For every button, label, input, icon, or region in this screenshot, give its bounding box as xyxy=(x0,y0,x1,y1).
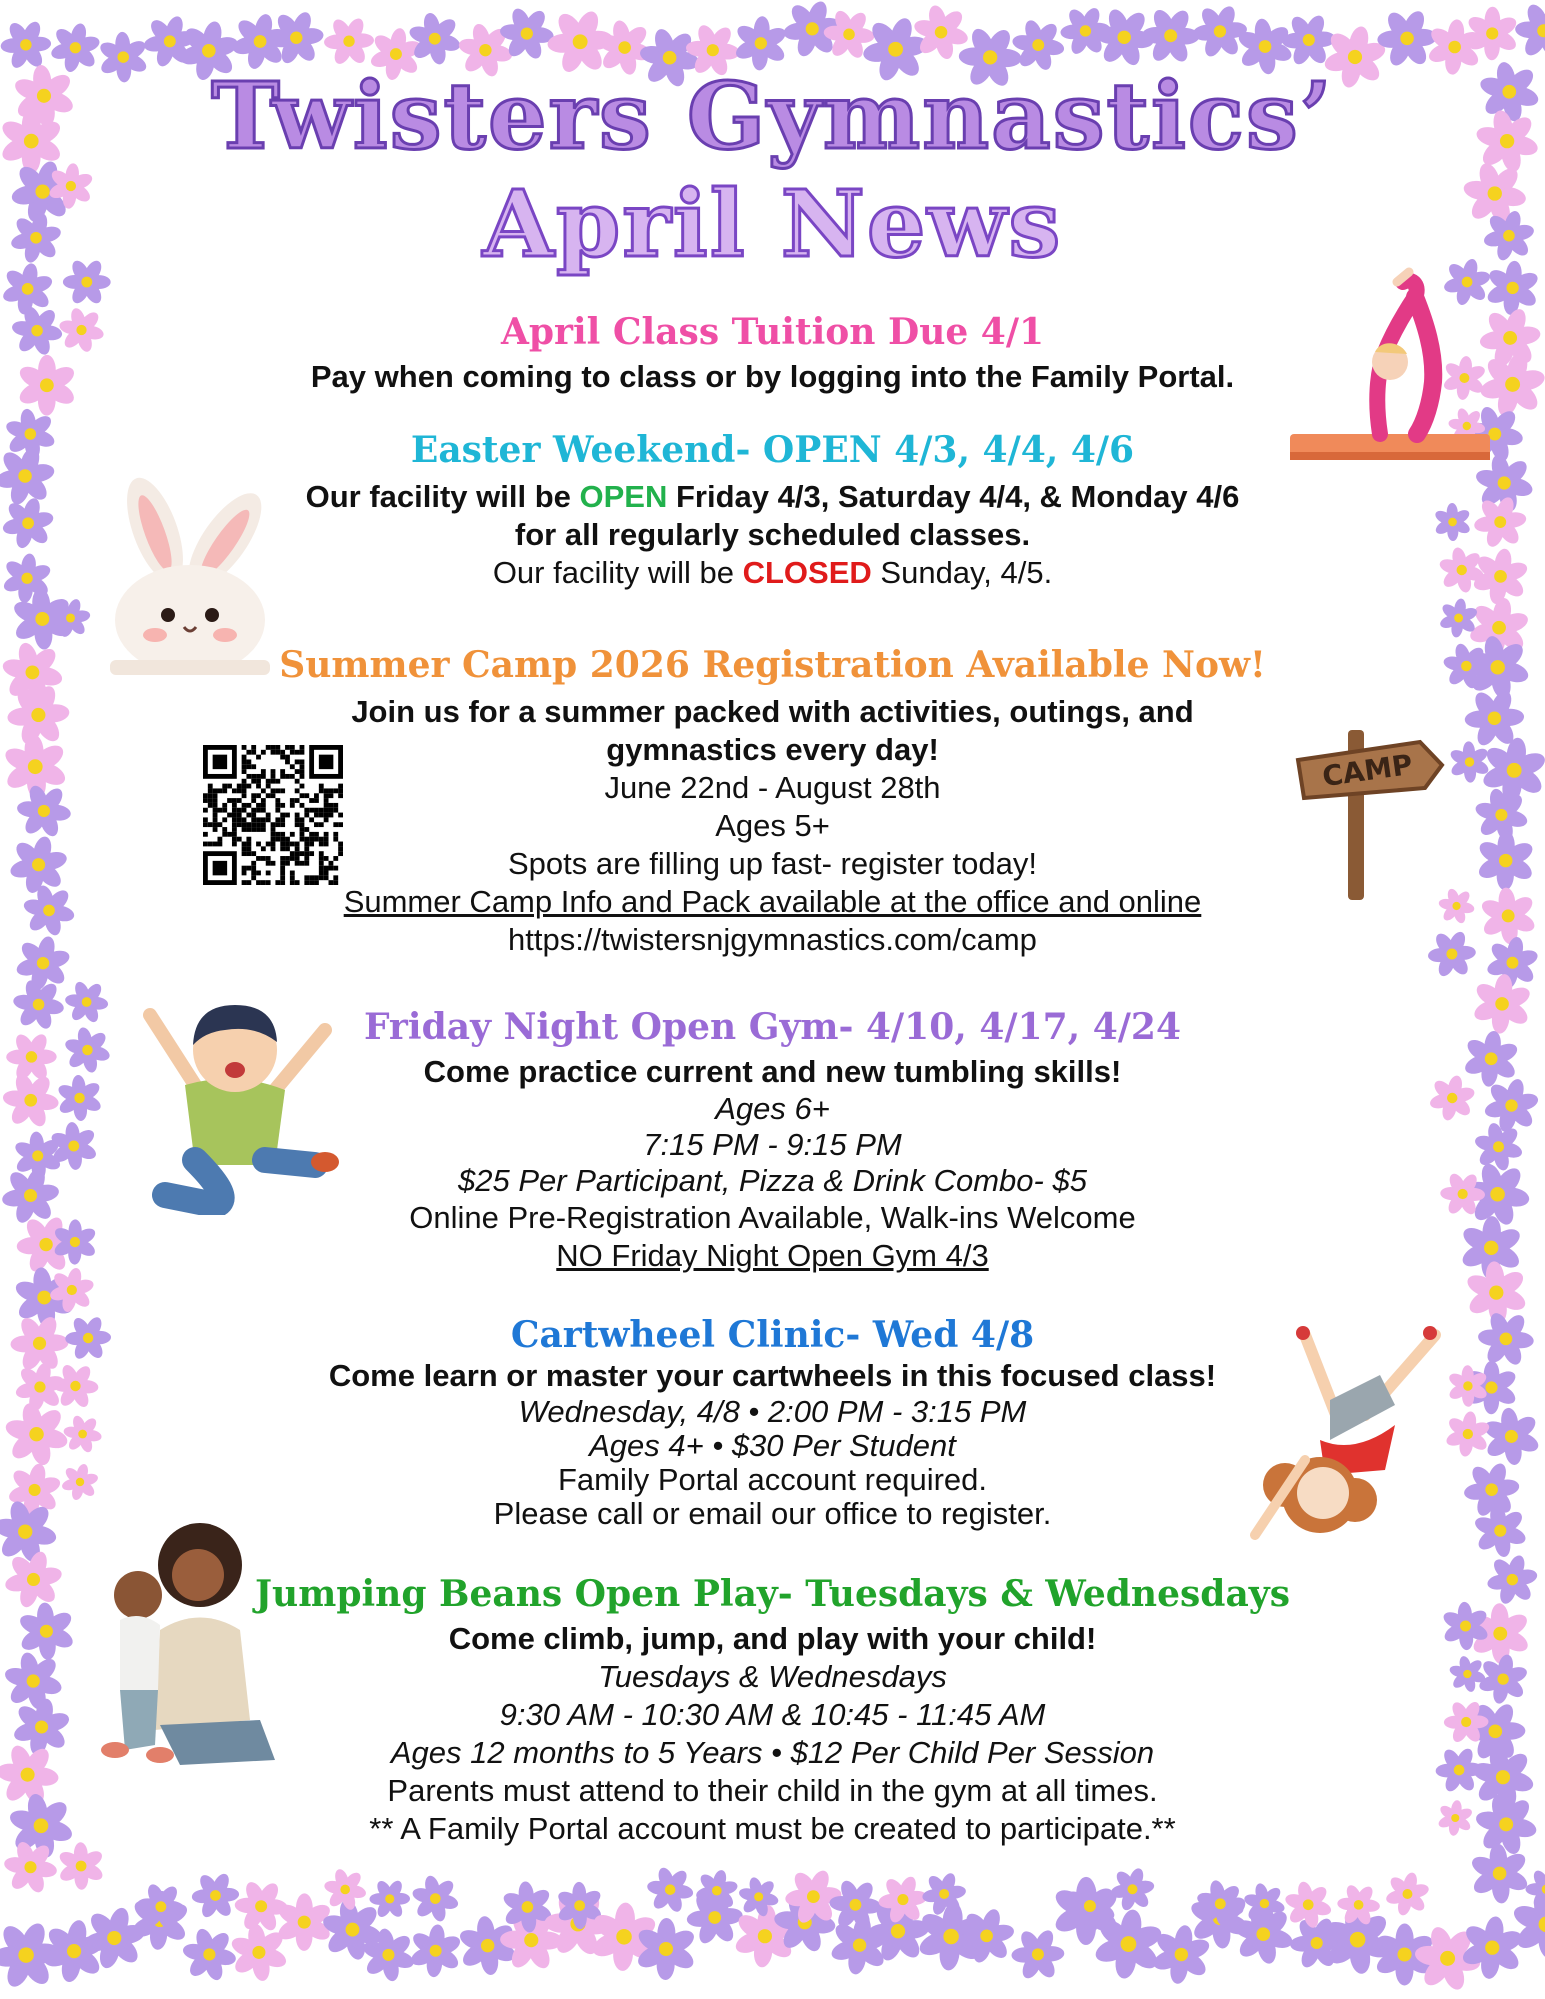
flower-icon xyxy=(1479,887,1537,945)
beans-parents: Parents must attend to their child in the gym at all times. xyxy=(387,1773,1158,1808)
flower-icon xyxy=(1435,1746,1482,1794)
camp-section xyxy=(170,643,1375,959)
flower-icon xyxy=(61,1463,99,1501)
camp-line1: Join us for a summer packed with activities, outings, and xyxy=(351,694,1194,729)
open-gym-registration: Online Pre-Registration Available, Walk-ins Welcome xyxy=(409,1200,1136,1235)
flower-icon xyxy=(1142,7,1200,65)
bunny-illustration xyxy=(100,475,280,675)
flower-icon xyxy=(408,1924,462,1978)
flower-icon xyxy=(1462,1030,1520,1087)
flower-icon xyxy=(1525,1868,1545,1910)
flower-icon xyxy=(11,304,63,357)
open-gym-heading: Friday Night Open Gym- 4/10, 4/17, 4/24 xyxy=(364,1006,1181,1048)
open-gym-time: 7:15 PM - 9:15 PM xyxy=(643,1127,902,1162)
open-word: OPEN xyxy=(579,479,668,514)
flower-icon xyxy=(0,445,56,507)
flower-icon xyxy=(65,1315,111,1362)
flower-icon xyxy=(646,1866,694,1914)
easter-heading: Easter Weekend- OPEN 4/3, 4/4, 4/6 xyxy=(410,429,1135,471)
flower-icon xyxy=(10,1314,69,1373)
easter-section xyxy=(170,428,1375,592)
flower-icon xyxy=(56,1075,103,1122)
beans-days: Tuesdays & Wednesdays xyxy=(598,1659,947,1694)
beans-heading: Jumping Beans Open Play- Tuesdays & Wednesdays xyxy=(255,1573,1290,1615)
flower-icon xyxy=(1,496,55,550)
flower-icon xyxy=(8,835,68,895)
camp-spots: Spots are filling up fast- register today! xyxy=(508,846,1037,881)
beans-line1: Come climb, jump, and play with your child! xyxy=(448,1621,1097,1656)
camp-dates: June 22nd - August 28th xyxy=(604,770,941,805)
flower-icon xyxy=(1480,737,1545,804)
cartwheel-section xyxy=(170,1313,1375,1531)
flower-icon xyxy=(1477,1653,1529,1705)
tuition-section xyxy=(170,310,1375,396)
flower-icon xyxy=(63,1414,103,1454)
flower-icon xyxy=(323,1867,367,1911)
flower-icon xyxy=(1428,1074,1476,1122)
flower-icon xyxy=(2,1071,59,1129)
qr-code[interactable] xyxy=(203,745,343,885)
flower-icon xyxy=(1,1166,60,1226)
flower-icon xyxy=(1477,1310,1534,1367)
easter-line3: Our facility will be CLOSED Sunday, 4/5. xyxy=(492,555,1053,590)
camp-heading: Summer Camp 2026 Registration Available Now! xyxy=(279,644,1266,686)
flower-icon xyxy=(16,355,78,416)
flower-icon xyxy=(4,1549,64,1609)
jumping-boy-illustration xyxy=(125,990,350,1215)
flower-icon xyxy=(1011,1927,1064,1981)
easter-line1: Our facility will be OPEN Friday 4/3, Saturday 4/4, & Monday 4/6 xyxy=(305,479,1240,514)
flower-icon xyxy=(1385,1871,1431,1917)
open-gym-line1: Come practice current and new tumbling skills! xyxy=(423,1054,1122,1089)
flower-icon xyxy=(1473,1122,1523,1172)
beans-account: ** A Family Portal account must be created to participate.** xyxy=(369,1811,1176,1846)
flower-icon xyxy=(1427,929,1476,978)
flower-icon xyxy=(234,1879,288,1933)
camp-sign-illustration xyxy=(1290,720,1450,900)
flower-icon xyxy=(1192,3,1247,59)
flower-icon xyxy=(3,1651,64,1712)
flower-icon xyxy=(182,1927,238,1983)
flower-icon xyxy=(1474,1792,1538,1856)
cartwheel-register: Please call or email our office to register. xyxy=(493,1496,1052,1531)
closed-word: CLOSED xyxy=(742,555,872,590)
flower-icon xyxy=(1437,1800,1474,1837)
flower-icon xyxy=(1377,8,1437,69)
open-gym-ages: Ages 6+ xyxy=(715,1091,830,1126)
flower-icon xyxy=(1471,973,1533,1034)
camp-url[interactable]: https://twistersnjgymnastics.com/camp xyxy=(508,922,1037,957)
tuition-heading: April Class Tuition Due 4/1 xyxy=(500,311,1045,353)
flower-icon xyxy=(63,1026,111,1074)
gymnast-beam-illustration xyxy=(1285,262,1500,477)
flower-icon xyxy=(1110,1866,1156,1912)
tuition-text: Pay when coming to class or by logging into the Family Portal. xyxy=(310,359,1235,394)
cartwheel-girl-illustration xyxy=(1245,1305,1460,1545)
flower-icon xyxy=(1469,1843,1531,1904)
flower-icon xyxy=(0,1743,59,1807)
flower-icon xyxy=(6,1031,57,1082)
camp-sign-text: CAMP xyxy=(1320,747,1415,794)
flower-icon xyxy=(1473,495,1527,549)
flower-icon xyxy=(1485,936,1539,990)
flower-icon xyxy=(411,1874,460,1923)
flower-icon xyxy=(58,307,105,354)
cartwheel-price: Ages 4+ • $30 Per Student xyxy=(589,1428,956,1463)
open-gym-price: $25 Per Participant, Pizza & Drink Combo- $5 xyxy=(458,1163,1087,1198)
beans-price: Ages 12 months to 5 Years • $12 Per Child Per Session xyxy=(390,1735,1155,1770)
flower-icon xyxy=(1515,1,1545,60)
flower-icon xyxy=(4,1401,70,1467)
mother-child-illustration xyxy=(60,1520,300,1780)
cartwheel-datetime: Wednesday, 4/8 • 2:00 PM - 3:15 PM xyxy=(518,1394,1027,1429)
flower-icon xyxy=(57,1842,105,1890)
open-gym-notice: NO Friday Night Open Gym 4/3 xyxy=(556,1238,989,1273)
flower-icon xyxy=(15,935,72,992)
flower-icon xyxy=(64,980,108,1025)
newsletter-title-line1: Twisters Gymnastics’ xyxy=(211,62,1334,170)
beans-times: 9:30 AM - 10:30 AM & 10:45 - 11:45 AM xyxy=(499,1697,1046,1732)
cartwheel-heading: Cartwheel Clinic- Wed 4/8 xyxy=(510,1314,1035,1356)
camp-line2: gymnastics every day! xyxy=(606,732,939,767)
camp-ages: Ages 5+ xyxy=(715,808,830,843)
flower-icon xyxy=(12,978,65,1031)
newsletter-title-line2: April News xyxy=(482,170,1063,278)
flower-icon xyxy=(1448,741,1490,783)
open-gym-section xyxy=(170,1005,1375,1275)
flower-icon xyxy=(1476,831,1536,891)
beans-section xyxy=(170,1572,1375,1848)
flower-icon xyxy=(324,16,375,67)
flower-icon xyxy=(52,1363,99,1410)
cartwheel-account: Family Portal account required. xyxy=(557,1462,988,1497)
cartwheel-line1: Come learn or master your cartwheels in this focused class! xyxy=(328,1358,1217,1393)
flower-icon xyxy=(1433,503,1472,541)
camp-info-link[interactable]: Summer Camp Info and Pack available at the office and online xyxy=(343,884,1202,919)
flower-icon xyxy=(1486,1553,1538,1606)
flower-icon xyxy=(1482,1407,1541,1466)
flower-icon xyxy=(407,11,462,66)
flower-icon xyxy=(191,1871,239,1920)
easter-line2: for all regularly scheduled classes. xyxy=(514,517,1031,552)
